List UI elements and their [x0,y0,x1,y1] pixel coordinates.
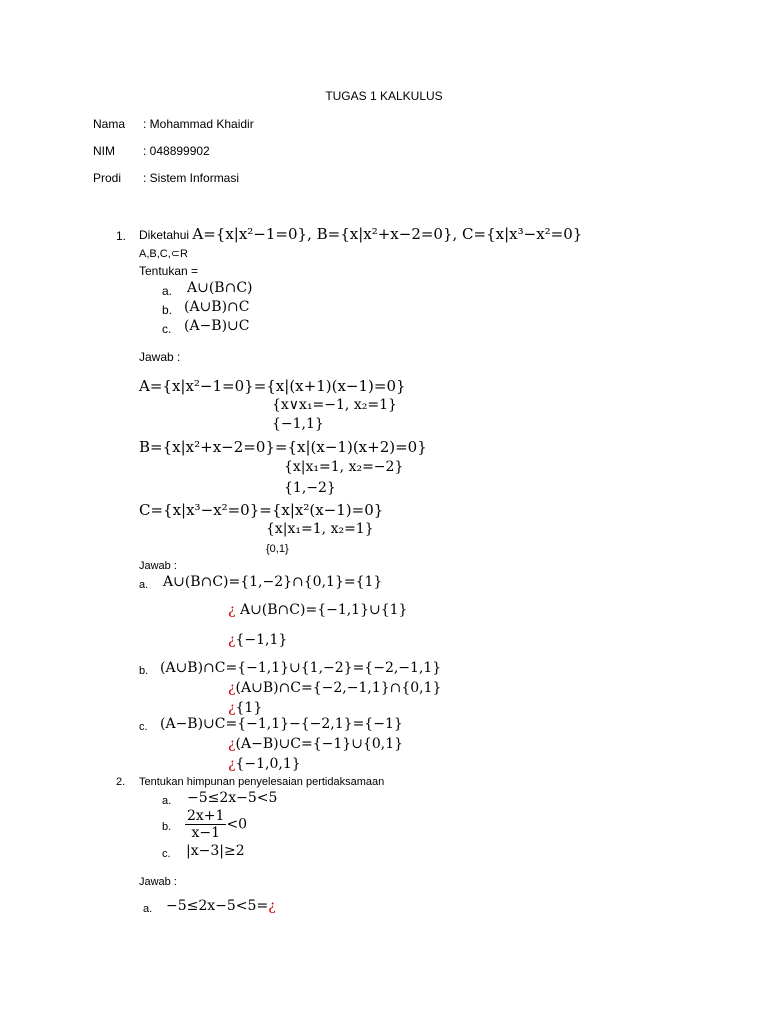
q2-jawab: Jawab : [139,876,177,888]
answer-letter: c. [139,721,148,733]
answer-a-line2 [228,602,407,618]
answer-b-line3 [228,700,262,716]
q1-item-expr: A∪(B∩C) [187,280,253,296]
answer-b-line3-text: {1} [235,700,263,716]
info-label: Prodi [93,171,122,185]
answer-c-line3-text: {−1,0,1} [235,756,301,772]
set-a-line3: {−1,1} [272,416,324,432]
mark-glyph: ¿ [228,632,236,648]
page-title: TUGAS 1 KALKULUS [325,89,443,103]
answer-b-line2 [228,680,441,696]
set-c-line2: {x|x₁=1, x₂=1} [266,521,374,537]
q2-item-letter: b. [162,821,172,833]
q1-item-expr: (A−B)∪C [184,318,250,334]
fraction-numerator: 2x+1 [187,808,225,824]
q1-item-letter: c. [162,322,172,336]
answer-c-line2 [228,736,403,752]
q1-item-expr: (A∪B)∩C [184,299,250,315]
fraction [185,808,226,841]
q2-answer-a-text: −5≤2x−5<5= [166,898,269,914]
q2-answer-a [166,898,276,914]
mark-glyph: ¿ [228,602,236,618]
q1-item-letter: a. [162,284,173,298]
q2-number: 2. [116,776,126,788]
q2-text: Tentukan himpunan penyelesaian pertidaksamaan [139,776,385,788]
answer-b-line2-text: (A∪B)∩C={−2,−1,1}∩{0,1} [235,680,442,696]
set-b-line3: {1,−2} [284,480,336,496]
q1-tentukan: Tentukan = [139,264,199,278]
info-label: Nama [93,117,126,131]
info-value: : Sistem Informasi [143,171,240,185]
info-label: NIM [93,144,115,158]
answer-a-line3 [228,632,287,648]
set-b-line1: B={x|x²+x−2=0}={x|(x−1)(x+2)=0} [139,438,427,456]
answer-c-line1: (A−B)∪C={−1,1}−{−2,1}={−1} [160,716,403,732]
answer-a-line3-text: {−1,1} [235,632,288,648]
mark-glyph: ¿ [228,680,236,696]
info-value: : Mohammad Khaidir [143,117,254,131]
answer-c-line2-text: (A−B)∪C={−1}∪{0,1} [235,736,404,752]
info-nim [93,144,210,158]
q1-intro-text: Diketahui [139,228,190,242]
q1-subset: A,B,C,⊂R [139,248,188,260]
set-a-line2: {x∨x₁=−1, x₂=1} [272,397,397,413]
q2-item-fraction [185,808,247,841]
q1-item-letter: b. [162,303,173,317]
set-c-line1: C={x|x³−x²=0}={x|x²(x−1)=0} [139,501,384,519]
answer-letter: a. [139,579,149,591]
mark-glyph: ¿ [228,700,236,716]
q1-jawab-2: Jawab : [139,560,177,572]
info-prodi [93,171,239,185]
q2-item-letter: c. [162,848,171,860]
set-a-line1: A={x|x²−1=0}={x|(x+1)(x−1)=0} [139,377,406,395]
q2-item-expr: −5≤2x−5<5 [187,790,278,806]
mark-glyph: ¿ [228,736,236,752]
q1-sets-definition: A={x|x²−1=0}, B={x|x²+x−2=0}, C={x|x³−x²=0} [192,225,583,243]
info-value: : 048899902 [143,144,210,158]
set-b-line2: {x|x₁=1, x₂=−2} [284,459,404,475]
answer-a-line1: A∪(B∩C)={1,−2}∩{0,1}={1} [163,574,383,590]
q1-jawab: Jawab : [139,350,181,364]
q2-item-expr: |x−3|≥2 [186,843,245,859]
q2-answer-letter: a. [143,903,153,915]
fraction-denominator: x−1 [191,825,220,841]
mark-glyph: ¿ [228,756,236,772]
q1-intro [139,225,582,243]
mark-glyph: ¿ [268,898,276,914]
answer-a-line2-text: A∪(B∩C)={−1,1}∪{1} [235,602,408,618]
info-name [93,117,254,131]
answer-letter: b. [139,665,149,677]
fraction-rest: <0 [226,816,248,833]
answer-b-line1: (A∪B)∩C={−1,1}∪{1,−2}={−2,−1,1} [160,660,442,676]
q2-item-letter: a. [162,795,172,807]
answer-c-line3 [228,756,301,772]
set-c-line3: {0,1} [266,543,289,555]
q1-number: 1. [116,229,127,243]
